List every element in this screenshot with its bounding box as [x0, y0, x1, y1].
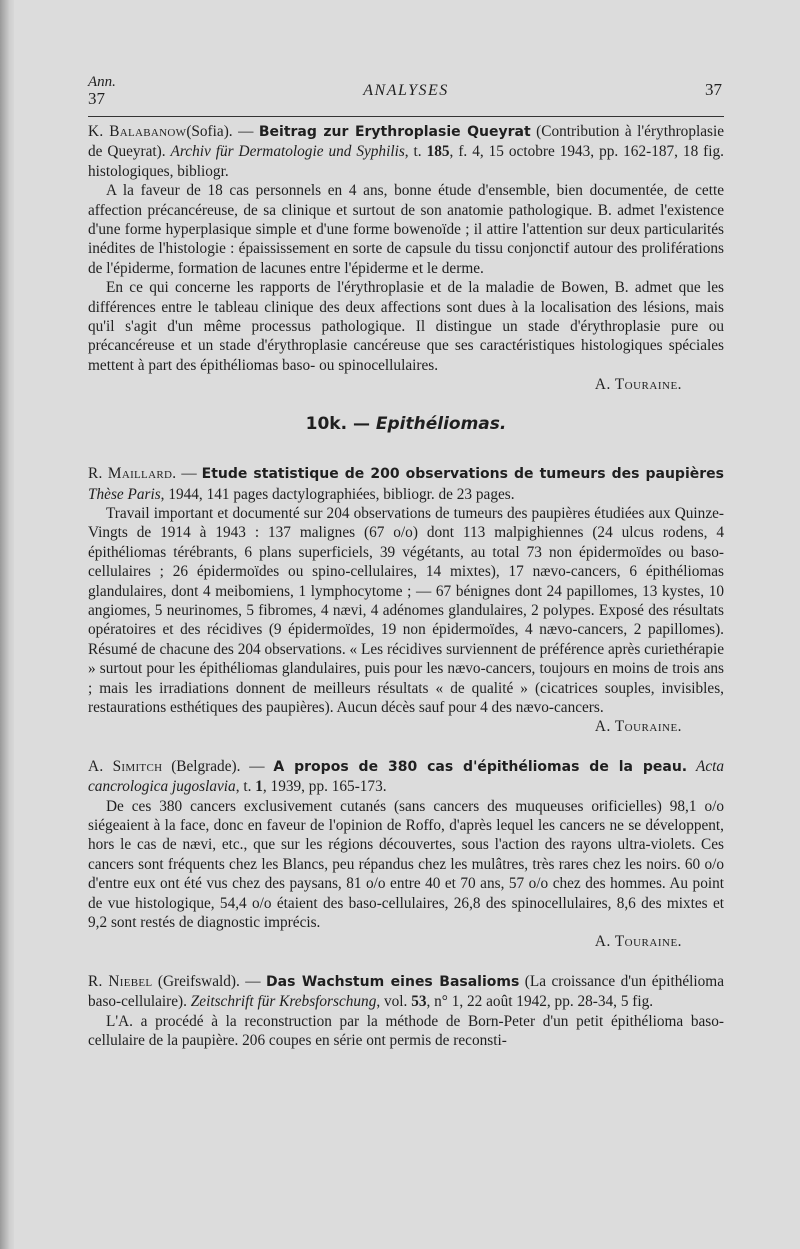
- entry-place: (Sofia). —: [186, 123, 259, 140]
- section-dash: —: [347, 413, 376, 434]
- section-title: Epithéliomas.: [375, 413, 507, 434]
- entry-author: A. Simitch: [88, 757, 163, 775]
- page-number: 37: [705, 80, 722, 99]
- entry-subtitle: [687, 758, 696, 775]
- entry-place: —: [176, 465, 202, 483]
- entry-title: Beitrag zur Erythroplasie Queyrat: [258, 124, 531, 140]
- entry-vol-prefix: , t.: [404, 143, 427, 161]
- header-title: ANALYSES: [363, 82, 449, 99]
- entry-journal: Archiv für Dermatologie und Syphilis: [170, 143, 405, 161]
- entry-ref-rest: , f. 4, 15 octobre 1943, pp. 162-187, 18 fig. histologiques, bibliogr.: [88, 143, 724, 180]
- entry-subtitle: (Contribution à l'érythroplasie de Queyrat).: [88, 123, 725, 161]
- entry-citation: [88, 972, 724, 1012]
- entry-author: K. Balabanow: [88, 123, 187, 140]
- entry-title: A propos de 380 cas d'épithéliomas de la peau.: [273, 758, 688, 775]
- entry-journal: Zeitschrift für Krebsforschung: [190, 993, 377, 1011]
- entry-author: R. Niebel: [88, 972, 153, 990]
- entry-journal: Acta cancrologica jugoslavia: [88, 757, 725, 796]
- abstract-entry: [88, 464, 724, 737]
- page-edge-shadow: [0, 0, 14, 1249]
- entry-title: Etude statistique de 200 observations de tumeurs des paupières: [201, 466, 724, 483]
- page-content: [88, 122, 724, 1070]
- header-rule: [88, 116, 724, 117]
- header-volume-number: 37: [88, 89, 105, 108]
- entry-volume: 53: [411, 993, 427, 1011]
- section-number: 10k.: [305, 413, 348, 434]
- section-heading: [88, 415, 724, 434]
- entry-volume: 185: [426, 143, 450, 161]
- entry-signature: A. Touraine.: [594, 933, 682, 951]
- entry-title: Das Wachstum eines Basalioms: [266, 973, 520, 990]
- abstract-entry: [88, 757, 724, 952]
- entry-vol-prefix: , t.: [235, 778, 256, 796]
- entry-paragraph: En ce qui concerne les rapports de l'érythroplasie et de la maladie de Bowen, B. admet que les différences entre le tableau clinique des deux affections sont dues à la localisation des lésions, mais qu'il s'agit d'un même processus pathologique. Il distingue un stade d'érythroplasie pure ou précancéreuse et un stade d'érythroplasie cancéreuse que ses caractéristiques histologiques spéciales mettent à part des épithéliomas baso- ou spinocellulaires.: [88, 279, 724, 374]
- abstract-entry: [88, 972, 724, 1051]
- entry-citation: [88, 757, 724, 797]
- entry-volume: 1: [255, 778, 263, 796]
- entry-signature: A. Touraine.: [594, 376, 682, 394]
- entry-citation: [88, 122, 724, 181]
- abstract-entry: [88, 122, 724, 395]
- entry-vol-prefix: , vol.: [376, 993, 412, 1011]
- entry-paragraph: A la faveur de 18 cas personnels en 4 ans, bonne étude d'ensemble, bien documentée, de cette affection précancéreuse, de sa clinique et surtout de son anatomie pathologique. B. admet l'existence d'une forme hyperplasique simple et d'une forme bowenoïde ; il attire l'attention sur deux particularités inédites de l'histologie : épaississement en sorte de capsule du tissu conjonctif autour des proliférations de l'épiderme, formation de lacunes entre l'épiderme et le derme.: [88, 182, 724, 277]
- entry-signature: A. Touraine.: [594, 718, 682, 736]
- header-journal-abbrev: Ann.: [88, 74, 116, 90]
- entry-subtitle: (La croissance d'un épithélioma baso-cellulaire).: [88, 972, 724, 1011]
- entry-paragraph: Travail important et documenté sur 204 observations de tumeurs des paupières étudiées aux Quinze-Vingts de 1914 à 1943 : 137 malignes (67 o/o) dont 113 malpighiennes (24 ulcus rodens, 4 épithéliomas térébrants, 6 plans superficiels, 39 végétants, au total 73 non épidermoïdes ou baso-cellulaires ; 26 épidermoïdes ou spino-cellulaires, 14 mixtes), 17 nævo-cancers, 6 épithéliomas glandulaires, dont 4 meibomiens, 1 lymphocytome ; — 67 bénignes dont 24 papillomes, 13 kystes, 10 angiomes, 5 neurinomes, 5 fibromes, 4 nævi, 4 adénomes glandulaires, 2 polypes. Exposé des résultats opératoires et des récidives (9 épidermoïdes, 19 non épidermoïdes, 4 nævo-cancers, 2 papillomes). Résumé de chacune des 204 observations. « Les récidives surviennent de préférence après curiethérapie » surtout pour les épithéliomas glandulaires, puis pour les nævo-cancers, toujours en moins de trois ans ; mais les irradiations donnent de meilleurs résultats « de qualité » (cicatrices souples, invisibles, restaurations esthétiques des paupières). Aucun décès sauf pour 4 des nævo-cancers.: [88, 504, 724, 716]
- entry-citation: [88, 464, 724, 504]
- entry-author: R. Maillard.: [88, 465, 177, 483]
- entry-paragraph: L'A. a procédé à la reconstruction par la méthode de Born-Peter d'un petit épithélioma baso-cellulaire de la paupière. 206 coupes en série ont permis de reconsti-: [88, 1012, 724, 1050]
- entry-ref-rest: , 1944, 141 pages dactylographiées, bibliogr. de 23 pages.: [160, 485, 515, 503]
- entry-place: (Greifswald). —: [152, 972, 267, 990]
- entry-ref-rest: , 1939, pp. 165-173.: [262, 778, 387, 796]
- running-header: [88, 72, 724, 114]
- entry-journal: Thèse Paris: [88, 485, 161, 503]
- entry-ref-rest: , n° 1, 22 août 1942, pp. 28-34, 5 fig.: [426, 993, 654, 1011]
- entry-place: (Belgrade). —: [162, 757, 274, 775]
- entry-paragraph: De ces 380 cancers exclusivement cutanés (sans cancers des muqueuses orificielles) 98,1 o/o siégeaient à la face, donc en faveur de l'opinion de Roffo, d'après lequel les cancers ne se développent, hors le cas de nævi, etc., que sur les régions découvertes, sous l'action des rayons ultra-violets. Ces cancers sont fréquents chez les Blancs, peu répandus chez les mulâtres, très rares chez les noirs. 60 o/o d'entre eux ont été vus chez des paysans, 81 o/o entre 40 et 70 ans, 57 o/o chez des hommes. Au point de vue histologique, 54,4 o/o étaient des baso-cellulaires, 26,8 des spinocellulaires, 8,6 des mixtes et 9,2 sont restés de diagnostic imprécis.: [88, 797, 724, 932]
